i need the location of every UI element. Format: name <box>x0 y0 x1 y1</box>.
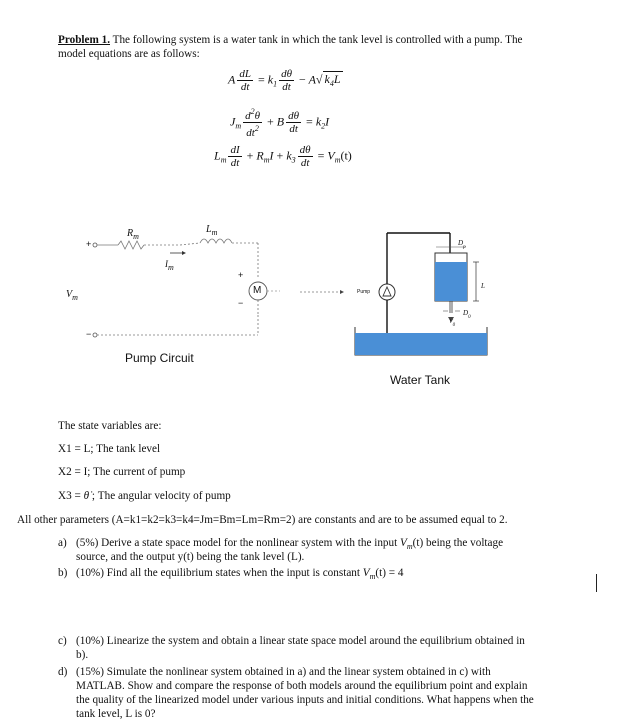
v0-label: $V_0$ <box>449 319 456 328</box>
inductor-label: $L_m$ <box>206 224 218 237</box>
voltage-label: $V_m$ <box>66 289 78 302</box>
reservoir-water <box>355 333 487 355</box>
problem-title: Problem 1. <box>58 34 110 46</box>
question-b-label: b) <box>58 567 68 579</box>
question-d-line3: the quality of the linearized model under various inputs and initial conditions. What happens when the <box>76 694 534 706</box>
question-a-label: a) <box>58 537 67 549</box>
tank-water <box>435 262 467 301</box>
state-vars-intro: The state variables are: <box>58 420 162 432</box>
state-var-x3: X3 = θ̇ ; The angular velocity of pump <box>58 490 231 502</box>
problem-intro-line2: model equations are as follows: <box>58 48 200 60</box>
parameters-text: All other parameters (A=k1=k2=k3=k4=Jm=Bm=Lm=Rm=2) are constants and are to be assumed equal to 2. <box>17 514 508 526</box>
resistor-label: $R_m$ <box>127 228 139 241</box>
intro-text-1: The following system is a water tank in which the tank level is controlled with a pump. The <box>112 34 523 46</box>
question-d-line4: tank level, L is 0? <box>76 708 156 720</box>
question-d-line2: MATLAB. Show and compare the response of both models around the equilibrium point and explain <box>76 680 528 692</box>
question-d-line1: (15%) Simulate the nonlinear system obtained in a) and the linear system obtained in c) with <box>76 666 491 678</box>
pump-circuit-caption: Pump Circuit <box>125 351 194 365</box>
problem-intro-line1 <box>58 33 523 47</box>
motor-minus: − <box>238 298 244 308</box>
current-label: Im <box>165 259 174 272</box>
motor-label: M <box>253 285 262 296</box>
resistor-symbol <box>118 241 144 249</box>
question-d-label: d) <box>58 666 68 678</box>
current-arrow <box>182 251 186 255</box>
level-label: L <box>481 282 485 290</box>
dp-label: $D_p$ <box>458 239 466 250</box>
pump-label: Pump <box>357 289 371 295</box>
minus-terminal: − <box>86 329 92 339</box>
equation-3: $L_m$ $\frac{dI}{dt}$ + $R_mI + k_3$ $\frac{d\theta}{dt}$ = $V_m(t)$ <box>214 144 352 169</box>
water-tank-diagram <box>300 225 500 365</box>
question-c-line1: (10%) Linearize the system and obtain a linear state space model around the equilibrium obtained in <box>76 635 525 647</box>
d0-label: $D_0$ <box>463 309 471 320</box>
inductor-symbol <box>200 239 232 243</box>
question-a-line2: source, and the output y(t) being the tank level (L). <box>76 551 305 563</box>
pump-circuit-diagram <box>80 215 280 345</box>
plus-terminal: + <box>86 239 92 249</box>
equation-1: A $\frac{dL}{dt}$ = $k_1$ $\frac{d\theta}{dt}$ − A√ $k_4L$ <box>228 68 341 93</box>
text-cursor <box>596 574 597 592</box>
motor-plus: + <box>238 270 244 280</box>
question-a-line1: (5%) Derive a state space model for the nonlinear system with the input $V_m(t)$ being the voltage <box>76 537 504 551</box>
question-b-line1: (10%) Find all the equilibrium states when the input is constant $V_m(t) = 4$ <box>76 567 404 581</box>
question-c-label: c) <box>58 635 67 647</box>
equation-2: $J_m$ $\frac{d^2\theta}{dt^2}$ + B $\frac{d\theta}{dt}$ = $k_2I$ <box>230 107 330 139</box>
state-var-x2: X2 = I; The current of pump <box>58 466 186 478</box>
water-tank-caption: Water Tank <box>390 373 451 387</box>
state-var-x1: X1 = L; The tank level <box>58 443 161 455</box>
question-c-line2: b). <box>76 649 89 661</box>
